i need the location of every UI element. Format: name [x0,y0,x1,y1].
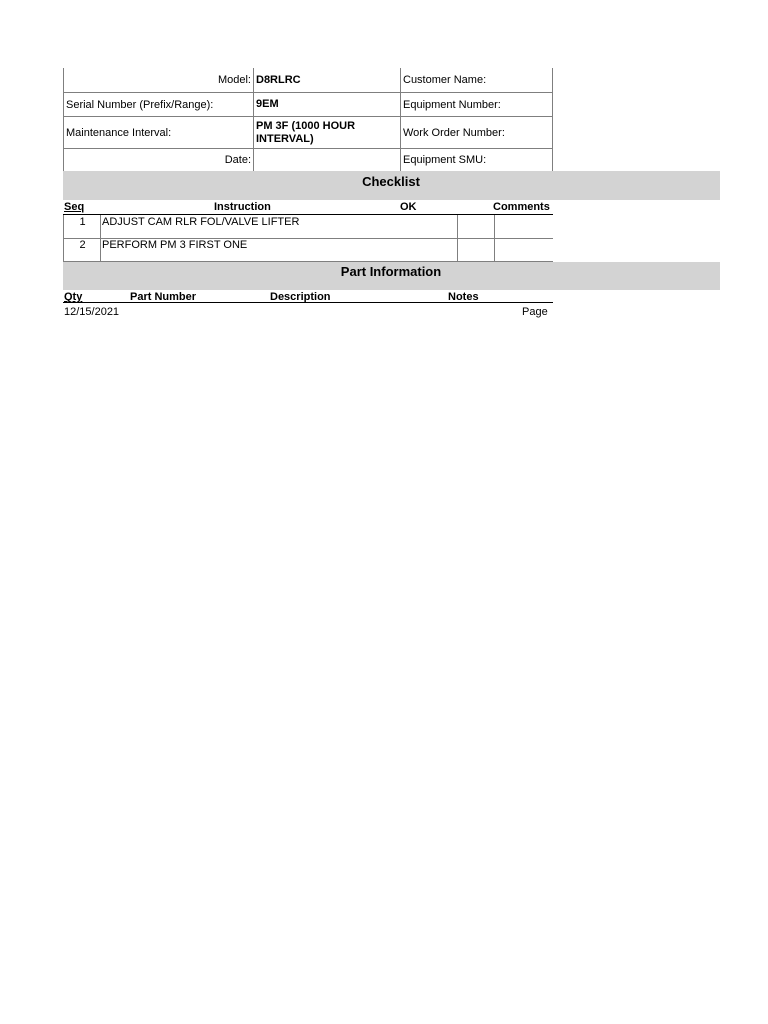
checklist-instruction: PERFORM PM 3 FIRST ONE [100,238,457,261]
footer-page: Page [522,306,548,318]
interval-value: PM 3F (1000 HOUR INTERVAL) [253,117,400,148]
info-row-date [63,149,553,171]
equipment-number-label: Equipment Number: [400,93,553,116]
checklist-comments-cell[interactable] [494,238,554,261]
parts-column-header [63,291,553,303]
info-row-model [63,68,553,92]
checklist-ok-cell[interactable] [457,215,495,238]
seq-header: Seq [64,201,85,213]
checklist-title: Checklist [362,174,420,189]
customer-name-label: Customer Name: [400,68,553,92]
ok-header: OK [400,201,417,213]
part-information-section-bar [63,262,720,290]
serial-label: Serial Number (Prefix/Range): [63,93,253,116]
work-order-label: Work Order Number: [400,117,553,148]
checklist-comments-cell[interactable] [494,215,554,238]
checklist-ok-cell[interactable] [457,238,495,261]
checklist-section-bar [63,171,720,200]
serial-value: 9EM [253,93,400,116]
checklist-row [63,238,553,262]
model-label: Model: [63,68,253,92]
checklist-instruction: ADJUST CAM RLR FOL/VALVE LIFTER [100,215,457,238]
checklist-row [63,215,553,239]
info-row-interval [63,117,553,148]
checklist-column-header [63,201,553,215]
date-label: Date: [63,149,253,171]
qty-header: Qty [64,291,83,303]
date-value [253,149,400,171]
notes-header: Notes [448,291,479,303]
part-number-header: Part Number [130,291,197,303]
model-value: D8RLRC [253,68,400,92]
comments-header: Comments [493,201,550,213]
footer-date: 12/15/2021 [64,306,120,318]
instruction-header: Instruction [214,201,271,213]
part-information-title: Part Information [340,264,442,279]
interval-label: Maintenance Interval: [63,117,253,148]
checklist-seq: 2 [63,238,101,261]
description-header: Description [270,291,331,303]
info-row-serial [63,93,553,116]
checklist-seq: 1 [63,215,101,238]
equipment-smu-label: Equipment SMU: [400,149,553,171]
